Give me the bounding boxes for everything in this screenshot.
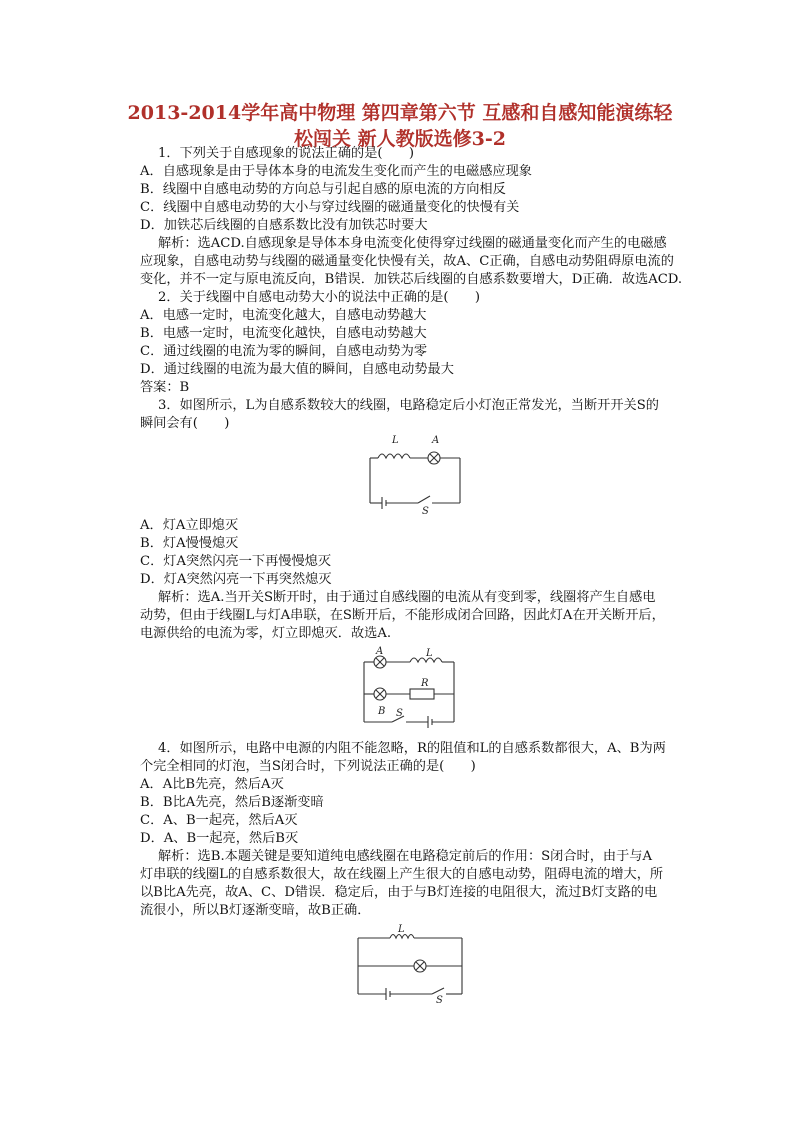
- q4-option-c: C．A、B一起亮，然后A灭: [140, 813, 298, 828]
- q1-option-a: A．自感现象是由于导体本身的电流发生变化而产生的电磁感应现象: [140, 164, 532, 179]
- label-B: B: [378, 706, 386, 717]
- label-L: L: [398, 924, 405, 935]
- q1-option-d: D．加铁芯后线圈的自感系数比没有加铁芯时要大: [140, 218, 428, 233]
- q4-analysis-2: 灯串联的线圈L的自感系数很大，故在线圈上产生很大的自感电动势，阻碍电流的增大，所: [140, 867, 664, 882]
- q1-analysis: 解析：选ACD.自感现象是导体本身电流变化使得穿过线圈的磁通量变化而产生的电磁感: [158, 236, 667, 251]
- document-title-line2: 松闯关 新人教版选修3-2: [294, 128, 506, 150]
- q4-analysis-4: 流很小，所以B灯逐渐变暗，故B正确．: [140, 903, 371, 918]
- label-L: L: [426, 648, 433, 659]
- q4-option-a: A．A比B先亮，然后A灭: [140, 777, 284, 792]
- q3-analysis-2: 动势，但由于线圈L与灯A串联，在S断开后，不能形成闭合回路，因此灯A在开关断开后，: [140, 608, 665, 623]
- label-R: R: [421, 678, 429, 689]
- q4-analysis: 解析：选B.本题关键是要知道纯电感线圈在电路稳定前后的作用：S闭合时，由于与A: [158, 849, 653, 864]
- q2-option-a: A．电感一定时，电流变化越大，自感电动势越大: [140, 308, 427, 323]
- label-S: S: [436, 995, 443, 1004]
- q3-stem: 3．如图所示，L为自感系数较大的线圈，电路稳定后小灯泡正常发光，当断开开关S的: [158, 398, 659, 413]
- q3-analysis-3: 电源供给的电流为零，灯立即熄灭．故选A.: [140, 626, 392, 641]
- circuit-diagram-analysis: [352, 922, 468, 1004]
- label-A: A: [432, 435, 440, 446]
- q1-option-c: C．线圈中自感电动势的大小与穿过线圈的磁通量变化的快慢有关: [140, 200, 520, 215]
- circuit-diagram-q4: [358, 644, 468, 730]
- label-L: L: [392, 435, 399, 446]
- q3-option-d: D．灯A突然闪亮一下再突然熄灭: [140, 572, 332, 587]
- label-A: A: [376, 646, 384, 657]
- q1-analysis-2: 应现象，自感电动势与线圈的磁通量变化快慢有关，故A、C正确，自感电动势阻碍原电流的: [140, 254, 674, 269]
- q1-analysis-3: 变化，并不一定与原电流反向，B错误．加铁芯后线圈的自感系数要增大，D正确．故选ACD.: [140, 272, 683, 287]
- q3-option-b: B．灯A慢慢熄灭: [140, 536, 239, 551]
- q3-option-a: A．灯A立即熄灭: [140, 518, 239, 533]
- document-title-line1: 2013-2014学年高中物理 第四章第六节 互感和自感知能演练轻: [127, 102, 673, 124]
- circuit-diagram-q3: [360, 433, 470, 515]
- q3-analysis: 解析：选A.当开关S断开时，由于通过自感线圈的电流从有变到零，线圈将产生自感电: [158, 590, 656, 605]
- q2-option-b: B．电感一定时，电流变化越快，自感电动势越大: [140, 326, 427, 341]
- q4-stem-2: 个完全相同的灯泡，当S闭合时，下列说法正确的是( ): [140, 759, 476, 774]
- q3-stem-2: 瞬间会有( ): [140, 416, 230, 431]
- q4-option-d: D．A、B一起亮，然后B灭: [140, 831, 299, 846]
- q2-stem: 2．关于线圈中自感电动势大小的说法中正确的是( ): [158, 290, 480, 305]
- q1-option-b: B．线圈中自感电动势的方向总与引起自感的原电流的方向相反: [140, 182, 506, 197]
- q2-answer: 答案：B: [140, 380, 190, 395]
- label-S: S: [396, 708, 403, 719]
- q4-option-b: B．B比A先亮，然后B逐渐变暗: [140, 795, 324, 810]
- q1-stem: 1．下列关于自感现象的说法正确的是( ): [158, 146, 415, 161]
- q4-stem: 4．如图所示，电路中电源的内阻不能忽略，R的阻值和L的自感系数都很大，A、B为两: [158, 741, 666, 756]
- q4-analysis-3: 以B比A先亮，故A、C、D错误．稳定后，由于与B灯连接的电阻很大，流过B灯支路的电: [140, 885, 658, 900]
- q3-option-c: C．灯A突然闪亮一下再慢慢熄灭: [140, 554, 332, 569]
- label-S: S: [422, 506, 429, 515]
- q2-option-d: D．通过线圈的电流为最大值的瞬间，自感电动势最大: [140, 362, 454, 377]
- q2-option-c: C．通过线圈的电流为零的瞬间，自感电动势为零: [140, 344, 428, 359]
